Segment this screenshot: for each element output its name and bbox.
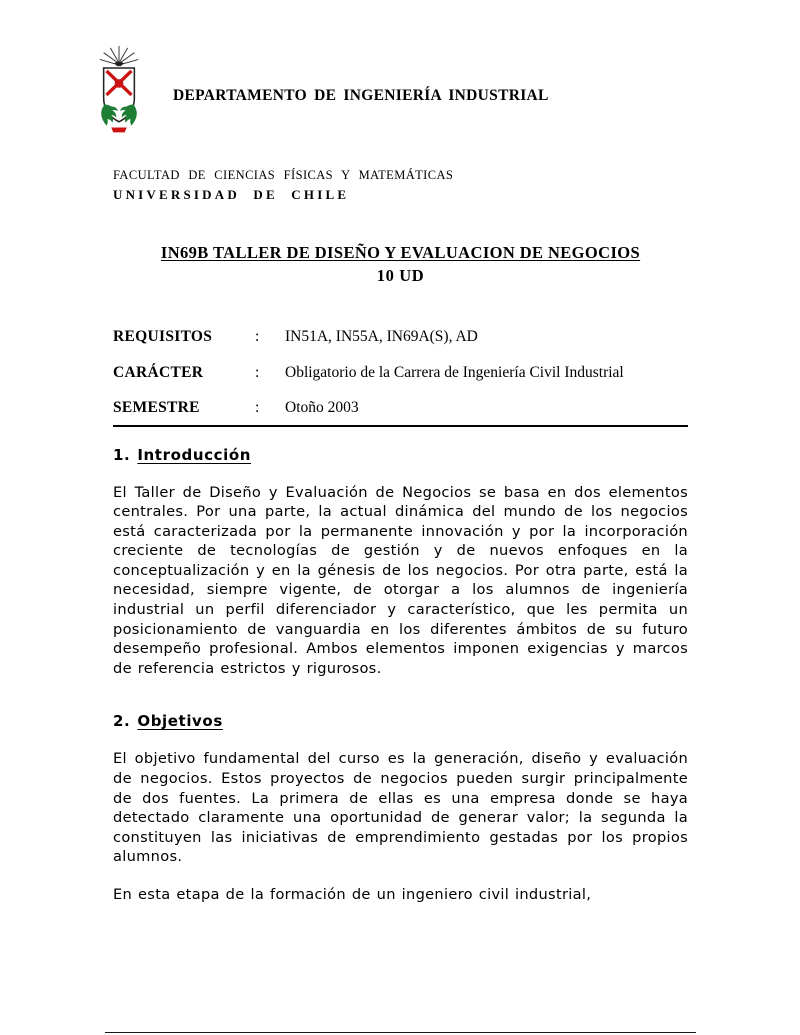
info-row-caracter [113,364,688,383]
course-title: IN69B TALLER DE DISEÑO Y EVALUACION DE NEGOCIOS [160,243,641,262]
crest-condor [114,61,124,66]
section-1-number: 1. [113,445,131,464]
section-2-title: Objetivos [137,712,223,731]
page-bottom-rule [105,1032,696,1033]
section-1-heading [113,446,688,465]
section-introduccion [113,446,688,679]
info-colon: : [255,363,260,381]
section-2-heading [113,712,688,731]
crest-laurel-left-icon [101,105,118,126]
info-row-semestre [113,399,688,418]
section-1-title: Introducción [137,445,252,464]
letterhead [95,45,688,142]
course-units: 10 UD [376,266,425,285]
section-objetivos [113,712,688,904]
university-line: UNIVERSIDAD DE CHILE [113,187,350,202]
crest-laurel-right-icon [120,105,137,126]
info-value-caracter: Obligatorio de la Carrera de Ingeniería Civil Industrial [285,363,624,381]
info-value-semestre: Otoño 2003 [285,399,359,416]
info-colon: : [255,399,260,416]
info-row-requisitos [113,328,688,347]
department-title: DEPARTAMENTO DE INGENIERÍA INDUSTRIAL [173,87,549,104]
course-title-block [113,243,688,286]
info-label-semestre: SEMESTRE [113,399,200,416]
info-colon: : [255,328,260,345]
paragraph: En esta etapa de la formación de un ingeniero civil industrial, [113,886,592,903]
info-value-requisitos: IN51A, IN55A, IN69A(S), AD [285,328,478,345]
faculty-line: FACULTAD DE CIENCIAS FÍSICAS Y MATEMÁTICAS [113,168,454,182]
crest-center-emblem [115,79,124,88]
section-2-number: 2. [113,712,131,731]
crest-banner [111,128,126,133]
divider-rule [113,425,688,427]
info-label-caracter: CARÁCTER [113,363,204,381]
university-crest-icon [95,45,143,141]
course-info-table [113,328,688,418]
paragraph: El objetivo fundamental del curso es la generación, diseño y evaluación de negocios. Estos proyectos de negocios pueden surgir principalmente de dos fuentes. La primera de ellas es una empresa donde se haya detectado claramente una oportunidad de generar valor; la segunda la constituyen las iniciativas de emprendimiento gestadas por los propios alumnos. [113,750,688,866]
paragraph: El Taller de Diseño y Evaluación de Negocios se basa en dos elementos centrales. Por una parte, la actual dinámica del mundo de los negocios está caracterizada por la permanente innovación y por la incorporación creciente de tecnologías de gestión y de nuevos enfoques en la conceptualización y en la génesis de los negocios. Por otra parte, está la necesidad, siempre vigente, de otorgar a los alumnos de ingeniería industrial un perfil diferenciador y característico, que les permita un posicionamiento de vanguardia en los diferentes ámbitos de su futuro desempeño profesional. Ambos elementos imponen exigencias y marcos de referencia estrictos y rigurosos. [113,483,688,677]
info-label-requisitos: REQUISITOS [113,328,213,345]
